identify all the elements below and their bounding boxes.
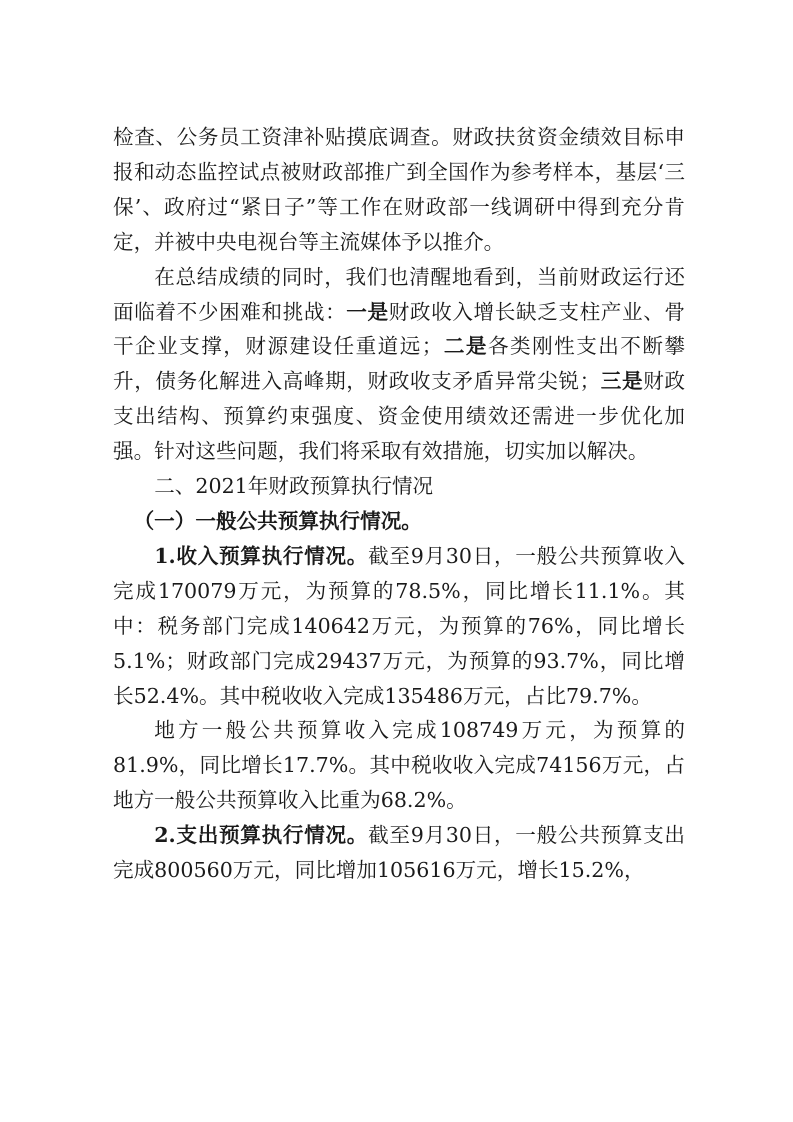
paragraph-local-revenue: 地方一般公共预算收入完成108749万元，为预算的81.9%，同比增长17.7%。其中税收收入完成74156万元，占地方一般公共预算收入比重为68.2%。 (113, 718, 685, 813)
point-one-label: 一是 (346, 299, 389, 324)
paragraph-expenditure (113, 818, 685, 888)
section-heading: 二、2021年财政预算执行情况 (154, 474, 434, 499)
point-three-label: 三是 (600, 369, 644, 394)
paragraph-revenue (113, 539, 685, 714)
expenditure-title: 2.支出预算执行情况。 (154, 823, 369, 848)
revenue-title: 1.收入预算执行情况。 (154, 543, 369, 568)
point-three-text: 财政支出结构、预算约束强度、资金使用绩效还需进一步优化加强。针对这些问题，我们将采取有效措施，切实加以解决。 (113, 369, 686, 464)
point-two-label: 二是 (442, 334, 488, 359)
expenditure-text: 截至9月30日，一般公共预算支出完成800560万元，同比增加105616万元，增长15.2%， (113, 823, 685, 883)
subsection-heading: （一）一般公共预算执行情况。 (133, 508, 422, 533)
paragraph-challenges (113, 260, 685, 469)
challenges-intro: 在总结成绩的同时，我们也清醒地看到，当前财政运行还面临着不少困难和挑战： (113, 264, 685, 324)
paragraph-work-summary: 检查、公务员工资津补贴摸底调查。财政扶贫资金绩效目标申报和动态监控试点被财政部推广到全国作为参考样本，基层‘三保’、政府过“紧日子”等工作在财政部一线调研中得到充分肯定，并被中央电视台等主流媒体予以推介。 (113, 125, 685, 254)
point-two-text: 各类刚性支出不断攀升，债务化解进入高峰期，财政收支矛盾异常尖锐； (113, 334, 686, 394)
document-body (113, 120, 685, 888)
revenue-text: 截至9月30日，一般公共预算收入完成170079万元，为预算的78.5%，同比增长11.1%。其中：税务部门完成140642万元，为预算的76%，同比增长5.1%；财政部门完成29437万元，为预算的93.7%，同比增长52.4%。其中税收收入完成135486万元，占比79.7%。 (113, 543, 685, 708)
point-one-text: 财政收入增长缺乏支柱产业、骨干企业支撑，财源建设任重道远； (113, 299, 686, 359)
